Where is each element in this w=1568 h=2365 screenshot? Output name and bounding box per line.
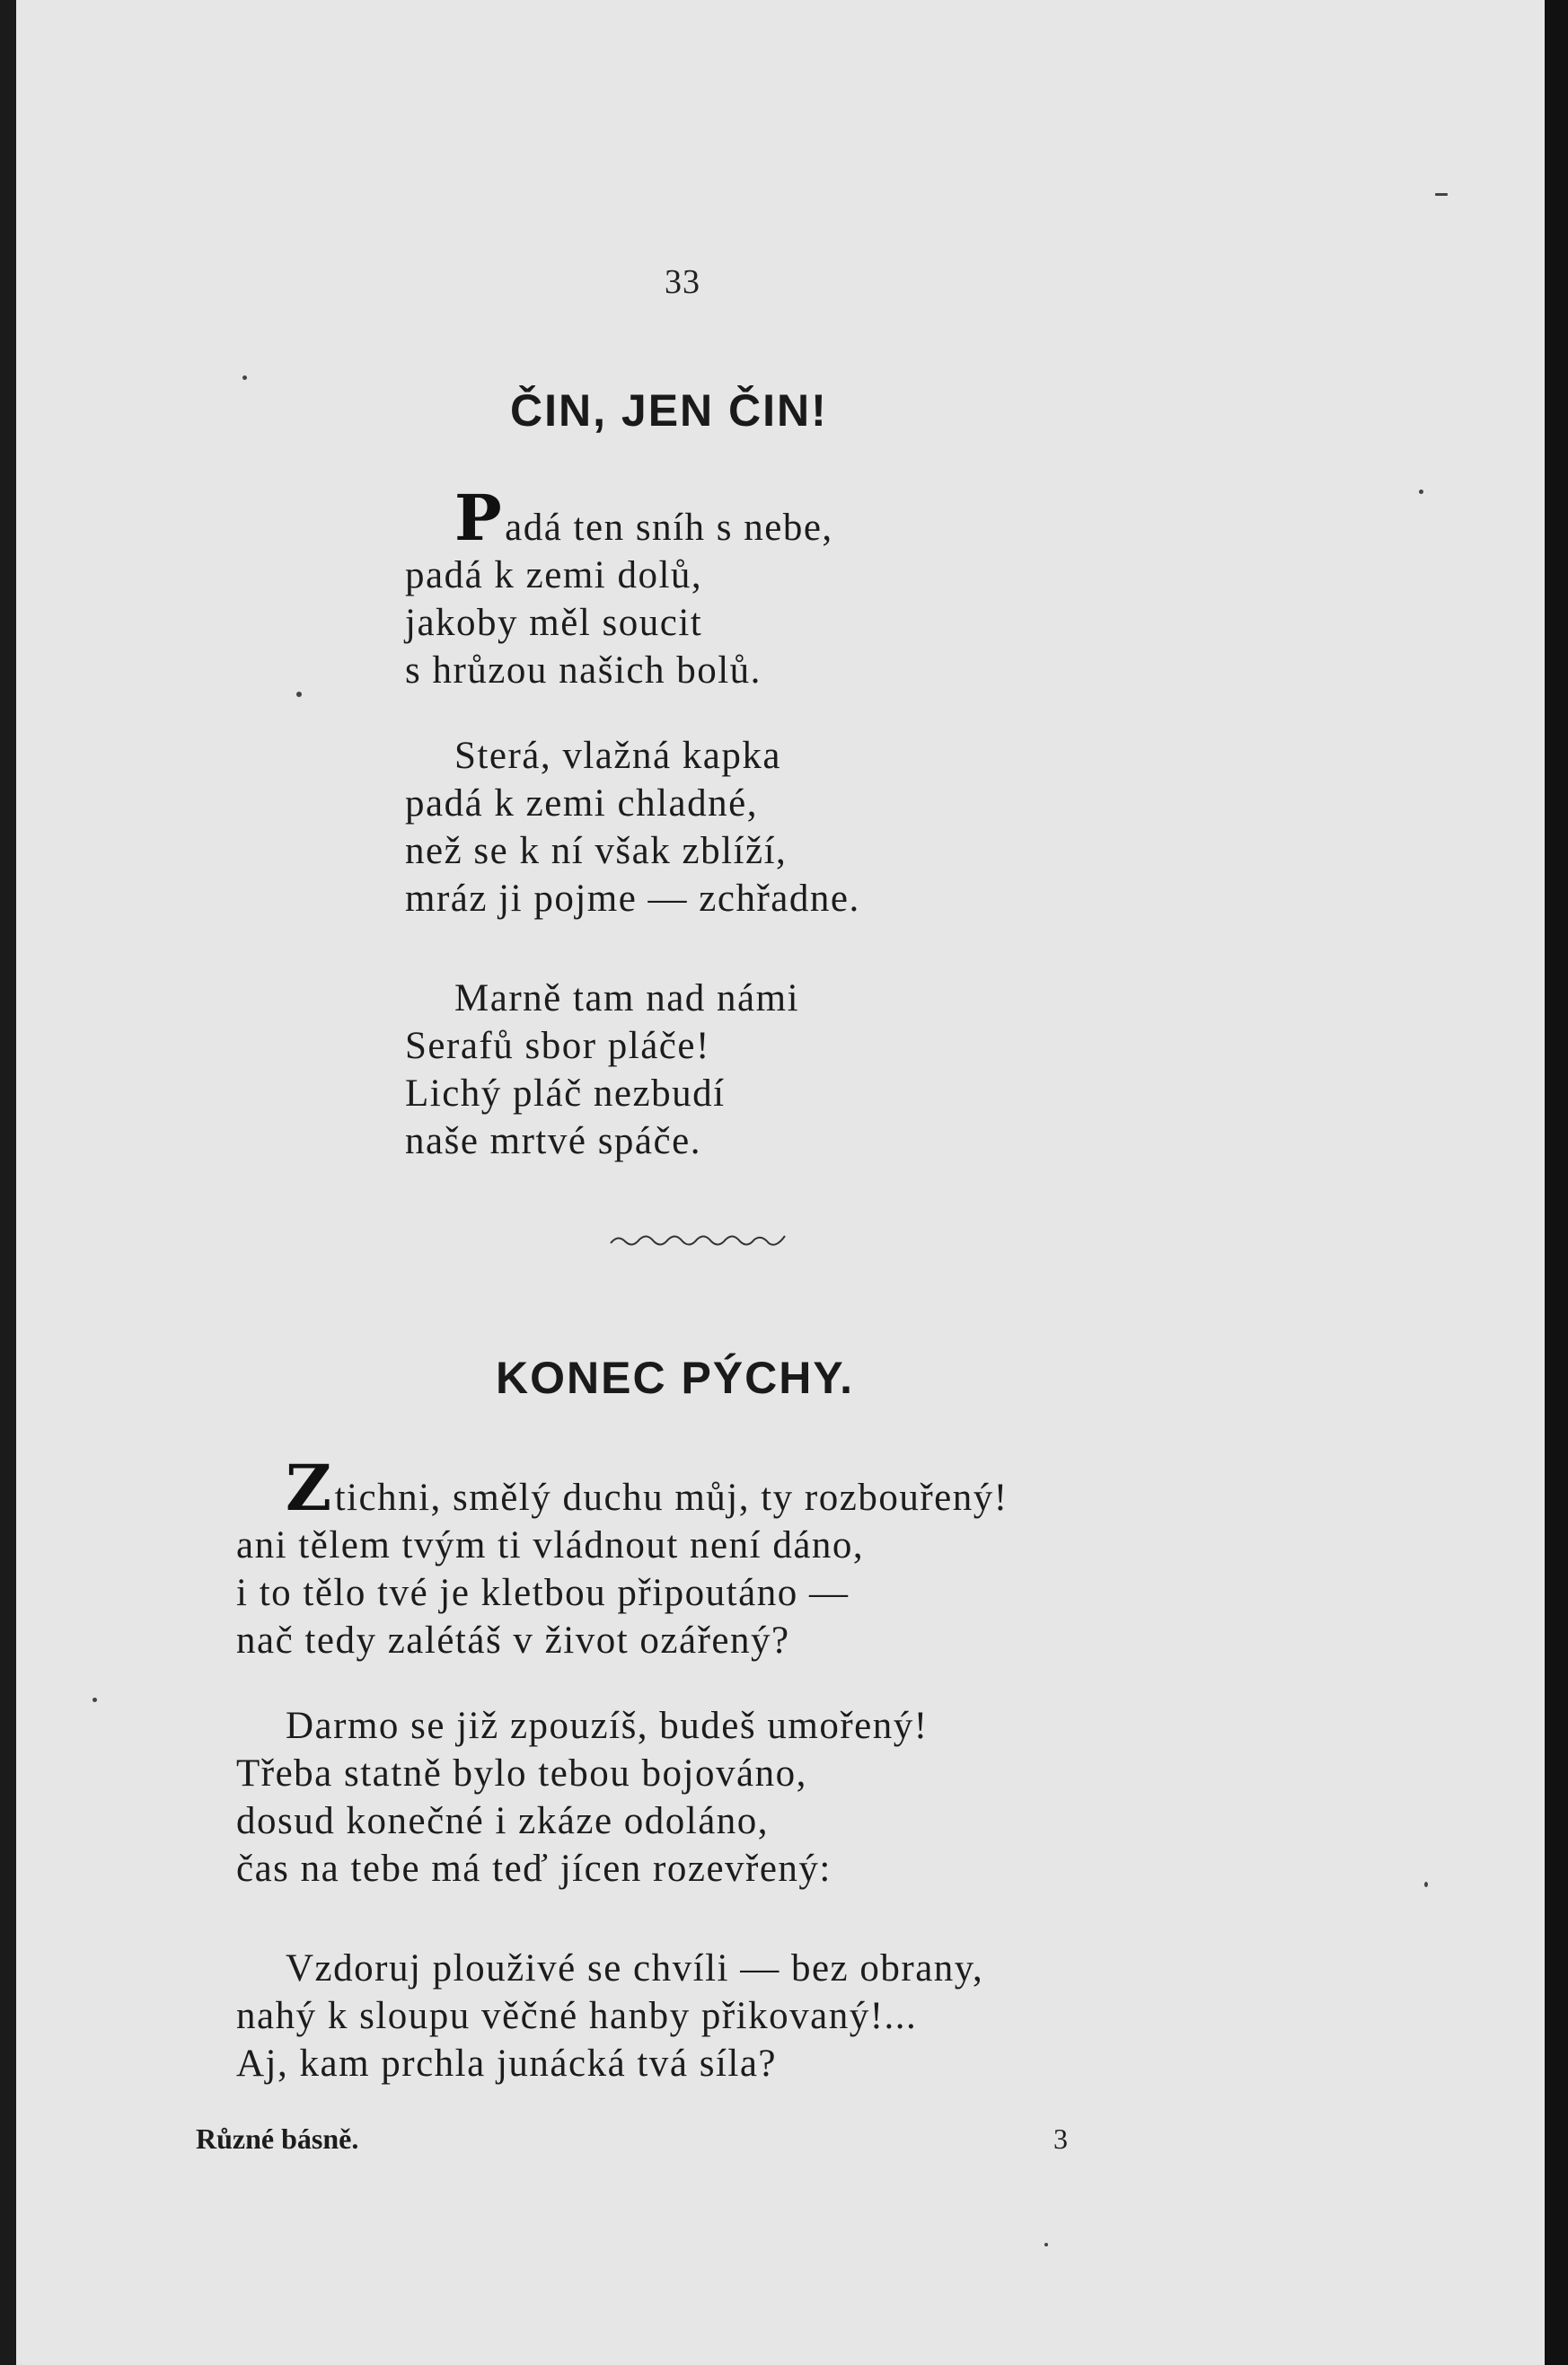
poem-line: Darmo se již zpouzíš, budeš umořený! bbox=[286, 1705, 929, 1747]
paper-speck bbox=[296, 692, 302, 697]
page-left-edge bbox=[0, 0, 16, 2365]
poem-line: nač tedy zalétáš v život ozářený? bbox=[236, 1619, 790, 1662]
paper-speck bbox=[1435, 193, 1448, 196]
poem1-stanza-2 bbox=[405, 732, 860, 922]
poem-line: než se k ní však zblíží, bbox=[405, 830, 788, 872]
poem-line: jakoby měl soucit bbox=[405, 602, 703, 644]
poem-line: Třeba statně bylo tebou bojováno, bbox=[236, 1752, 807, 1795]
poem-line bbox=[405, 481, 833, 555]
poem-line: i to tělo tvé je kletbou připoutáno — bbox=[236, 1572, 850, 1614]
poem-line: ani tělem tvým ti vládnout není dáno, bbox=[236, 1524, 865, 1566]
paper-speck bbox=[1424, 1882, 1428, 1887]
poem-line: naše mrtvé spáče. bbox=[405, 1120, 701, 1162]
paper-speck bbox=[1044, 2243, 1048, 2246]
poem2-stanza-2 bbox=[236, 1702, 929, 1893]
poem-line: dosud konečné i zkáze odoláno, bbox=[236, 1800, 770, 1842]
paper-speck bbox=[92, 1698, 97, 1702]
paper-speck bbox=[1419, 490, 1423, 494]
poem-line: Sterá, vlažná kapka bbox=[454, 735, 781, 777]
paper-speck bbox=[242, 375, 247, 380]
poem2-stanza-3 bbox=[236, 1945, 983, 2087]
poem-line: padá k zemi dolů, bbox=[405, 554, 703, 596]
poem-line: Aj, kam prchla junácká tvá síla? bbox=[236, 2043, 778, 2085]
poem-line: čas na tebe má teď jícen rozevřený: bbox=[236, 1848, 832, 1890]
poem-line: Serafů sbor pláče! bbox=[405, 1025, 710, 1067]
poem-line: nahý k sloupu věčné hanby přikovaný!... bbox=[236, 1995, 918, 2037]
footer-book-title: Různé básně. bbox=[196, 2122, 359, 2155]
poem-title-konec-pychy: KONEC PÝCHY. bbox=[496, 1353, 855, 1403]
poem-line-text: tichni, smělý duchu můj, ty rozbouřený! bbox=[334, 1477, 1009, 1519]
poem-line: Lichý pláč nezbudí bbox=[405, 1072, 726, 1115]
page-number: 33 bbox=[665, 263, 700, 301]
wavy-ornament-divider bbox=[609, 1227, 788, 1254]
poem-line-text: adá ten sníh s nebe, bbox=[505, 507, 833, 549]
drop-cap: P bbox=[454, 481, 504, 555]
poem-line bbox=[236, 1451, 1009, 1525]
poem-title-cin-jen-cin: ČIN, JEN ČIN! bbox=[510, 385, 828, 436]
poem-line: Marně tam nad námi bbox=[454, 977, 800, 1019]
drop-cap: Z bbox=[286, 1451, 333, 1525]
footer-signature-mark: 3 bbox=[1053, 2122, 1068, 2155]
poem1-stanza-3 bbox=[405, 975, 799, 1165]
poem-line: padá k zemi chladné, bbox=[405, 782, 758, 825]
page-right-edge bbox=[1545, 0, 1568, 2365]
book-page bbox=[16, 0, 1545, 2365]
poem-line: Vzdoruj plouživé se chvíli — bez obrany, bbox=[286, 1947, 984, 1990]
poem-line: mráz ji pojme — zchřadne. bbox=[405, 878, 860, 920]
poem2-stanza-1 bbox=[236, 1451, 1009, 1664]
poem1-stanza-1 bbox=[405, 481, 833, 694]
poem-line: s hrůzou našich bolů. bbox=[405, 649, 762, 692]
